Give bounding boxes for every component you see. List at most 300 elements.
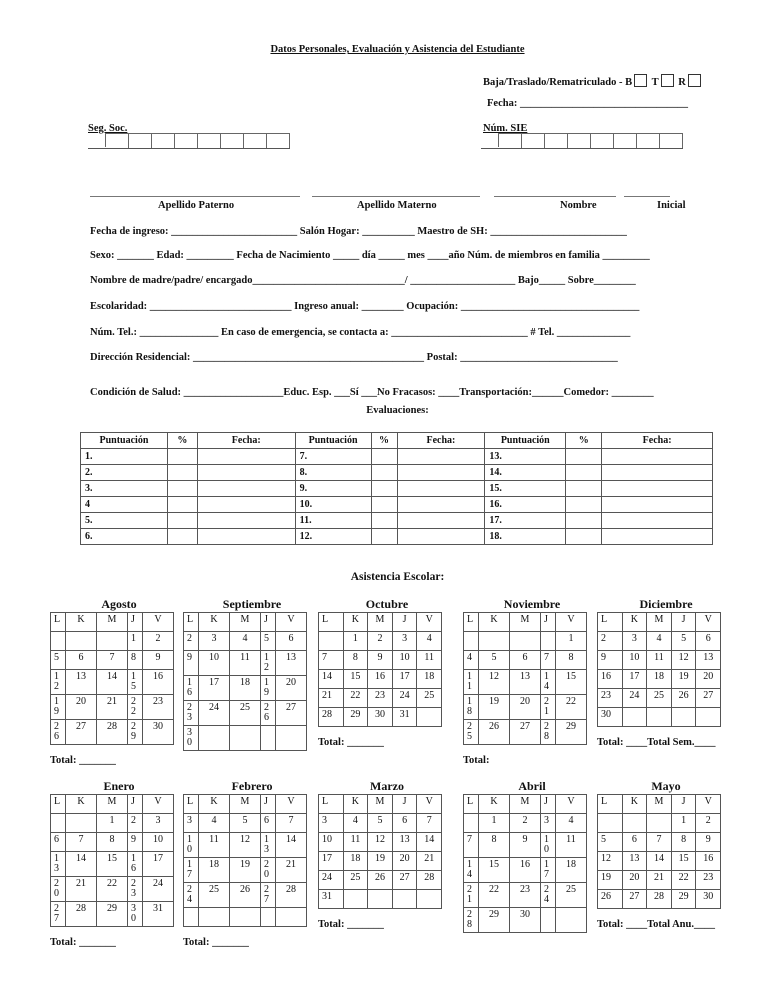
- day-cell[interactable]: 25: [343, 871, 368, 890]
- day-cell[interactable]: 25: [464, 720, 479, 745]
- day-cell[interactable]: [464, 814, 479, 833]
- eval-percent-cell[interactable]: [371, 497, 397, 513]
- day-cell[interactable]: 29: [343, 708, 368, 727]
- eval-percent-cell[interactable]: [566, 529, 602, 545]
- day-cell[interactable]: 24: [392, 689, 417, 708]
- day-cell[interactable]: 5: [368, 814, 393, 833]
- day-cell[interactable]: 14: [319, 670, 344, 689]
- day-cell[interactable]: 21: [541, 695, 556, 720]
- day-cell[interactable]: 30: [184, 726, 199, 751]
- day-cell[interactable]: 20: [622, 871, 647, 890]
- day-cell[interactable]: 16: [368, 670, 393, 689]
- day-cell[interactable]: [97, 632, 128, 651]
- day-cell[interactable]: 25: [230, 701, 261, 726]
- day-cell[interactable]: 14: [276, 833, 307, 858]
- day-cell[interactable]: 8: [343, 651, 368, 670]
- day-cell[interactable]: 29: [128, 720, 143, 745]
- day-cell[interactable]: 29: [671, 890, 696, 909]
- day-cell[interactable]: 19: [479, 695, 510, 720]
- day-cell[interactable]: 26: [261, 701, 276, 726]
- day-cell[interactable]: 10: [184, 833, 199, 858]
- day-cell[interactable]: 22: [556, 695, 587, 720]
- day-cell[interactable]: [66, 632, 97, 651]
- eval-date-cell[interactable]: [602, 449, 713, 465]
- apellido-materno-line[interactable]: [312, 186, 480, 197]
- day-cell[interactable]: 30: [368, 708, 393, 727]
- day-cell[interactable]: 17: [541, 858, 556, 883]
- day-cell[interactable]: 19: [51, 695, 66, 720]
- day-cell[interactable]: 24: [319, 871, 344, 890]
- day-cell[interactable]: 22: [128, 695, 143, 720]
- day-cell[interactable]: 14: [541, 670, 556, 695]
- day-cell[interactable]: 13: [261, 833, 276, 858]
- day-cell[interactable]: 21: [417, 852, 442, 871]
- eval-date-cell[interactable]: [602, 481, 713, 497]
- eval-date-cell[interactable]: [397, 529, 485, 545]
- day-cell[interactable]: 15: [479, 858, 510, 883]
- day-cell[interactable]: 6: [622, 833, 647, 852]
- eval-date-cell[interactable]: [602, 497, 713, 513]
- day-cell[interactable]: 14: [66, 852, 97, 877]
- day-cell[interactable]: 17: [143, 852, 174, 877]
- day-cell[interactable]: 7: [647, 833, 672, 852]
- day-cell[interactable]: 4: [230, 632, 261, 651]
- eval-percent-cell[interactable]: [167, 465, 197, 481]
- day-cell[interactable]: 23: [368, 689, 393, 708]
- eval-date-cell[interactable]: [397, 481, 485, 497]
- day-cell[interactable]: 7: [97, 651, 128, 670]
- day-cell[interactable]: 4: [343, 814, 368, 833]
- day-cell[interactable]: 9: [128, 833, 143, 852]
- day-cell[interactable]: 26: [671, 689, 696, 708]
- day-cell[interactable]: 12: [368, 833, 393, 852]
- day-cell[interactable]: 20: [66, 695, 97, 720]
- day-cell[interactable]: 28: [464, 908, 479, 933]
- day-cell[interactable]: 28: [276, 883, 307, 908]
- day-cell[interactable]: 24: [184, 883, 199, 908]
- day-cell[interactable]: 6: [66, 651, 97, 670]
- day-cell[interactable]: 7: [464, 833, 479, 858]
- day-cell[interactable]: 16: [696, 852, 721, 871]
- day-cell[interactable]: [541, 632, 556, 651]
- day-cell[interactable]: 31: [319, 890, 344, 909]
- day-cell[interactable]: 21: [464, 883, 479, 908]
- day-cell[interactable]: 2: [184, 632, 199, 651]
- day-cell[interactable]: 7: [276, 814, 307, 833]
- day-cell[interactable]: 5: [51, 651, 66, 670]
- day-cell[interactable]: 11: [417, 651, 442, 670]
- day-cell[interactable]: 1: [97, 814, 128, 833]
- day-cell[interactable]: 29: [97, 902, 128, 927]
- day-cell[interactable]: 23: [143, 695, 174, 720]
- day-cell[interactable]: 9: [184, 651, 199, 676]
- day-cell[interactable]: 17: [319, 852, 344, 871]
- day-cell[interactable]: [464, 632, 479, 651]
- day-cell[interactable]: 6: [696, 632, 721, 651]
- eval-percent-cell[interactable]: [566, 465, 602, 481]
- day-cell[interactable]: [276, 726, 307, 751]
- sie-boxes[interactable]: [481, 133, 683, 149]
- month-total[interactable]: Total: _______: [50, 937, 116, 948]
- status-b-checkbox[interactable]: [634, 74, 647, 87]
- form-line-ingreso[interactable]: Fecha de ingreso: ________________________ Salón Hogar: __________ Maestro de SH: __________________________: [90, 226, 627, 237]
- day-cell[interactable]: 9: [143, 651, 174, 670]
- day-cell[interactable]: 29: [556, 720, 587, 745]
- day-cell[interactable]: 26: [230, 883, 261, 908]
- day-cell[interactable]: 8: [671, 833, 696, 852]
- day-cell[interactable]: 10: [622, 651, 647, 670]
- day-cell[interactable]: 14: [464, 858, 479, 883]
- day-cell[interactable]: 20: [261, 858, 276, 883]
- day-cell[interactable]: 5: [230, 814, 261, 833]
- day-cell[interactable]: 30: [696, 890, 721, 909]
- status-t-checkbox[interactable]: [661, 74, 674, 87]
- day-cell[interactable]: [230, 726, 261, 751]
- day-cell[interactable]: [184, 908, 199, 927]
- day-cell[interactable]: [51, 632, 66, 651]
- day-cell[interactable]: 9: [696, 833, 721, 852]
- month-total[interactable]: Total: _______: [318, 737, 384, 748]
- day-cell[interactable]: 2: [510, 814, 541, 833]
- day-cell[interactable]: 18: [343, 852, 368, 871]
- status-r-checkbox[interactable]: [688, 74, 701, 87]
- day-cell[interactable]: 20: [392, 852, 417, 871]
- eval-date-cell[interactable]: [197, 465, 295, 481]
- month-total[interactable]: Total: ____Total Anu.____: [597, 919, 715, 930]
- day-cell[interactable]: 8: [479, 833, 510, 858]
- day-cell[interactable]: [66, 814, 97, 833]
- day-cell[interactable]: 27: [276, 701, 307, 726]
- form-line-salud[interactable]: Condición de Salud: ___________________Educ. Esp. ___Sí ___No Fracasos: ____Transportación:______Comedor: ________: [90, 387, 654, 398]
- day-cell[interactable]: 11: [464, 670, 479, 695]
- day-cell[interactable]: 2: [696, 814, 721, 833]
- day-cell[interactable]: [261, 726, 276, 751]
- day-cell[interactable]: 6: [276, 632, 307, 651]
- day-cell[interactable]: 15: [343, 670, 368, 689]
- day-cell[interactable]: 27: [66, 720, 97, 745]
- form-line-encargado[interactable]: Nombre de madre/padre/ encargado_____________________________/ ____________________ Bajo_____ Sobre________: [90, 275, 636, 286]
- day-cell[interactable]: 3: [319, 814, 344, 833]
- day-cell[interactable]: 18: [556, 858, 587, 883]
- day-cell[interactable]: 10: [199, 651, 230, 676]
- day-cell[interactable]: 22: [671, 871, 696, 890]
- day-cell[interactable]: 28: [541, 720, 556, 745]
- day-cell[interactable]: 3: [199, 632, 230, 651]
- eval-date-cell[interactable]: [197, 529, 295, 545]
- day-cell[interactable]: 5: [261, 632, 276, 651]
- day-cell[interactable]: 20: [51, 877, 66, 902]
- day-cell[interactable]: [696, 708, 721, 727]
- day-cell[interactable]: 31: [143, 902, 174, 927]
- day-cell[interactable]: 16: [510, 858, 541, 883]
- inicial-line[interactable]: [624, 186, 670, 197]
- day-cell[interactable]: 6: [261, 814, 276, 833]
- eval-percent-cell[interactable]: [371, 529, 397, 545]
- day-cell[interactable]: 21: [66, 877, 97, 902]
- day-cell[interactable]: 21: [647, 871, 672, 890]
- month-total[interactable]: Total: _______: [183, 937, 249, 948]
- day-cell[interactable]: 10: [392, 651, 417, 670]
- day-cell[interactable]: 12: [598, 852, 623, 871]
- day-cell[interactable]: 16: [128, 852, 143, 877]
- day-cell[interactable]: 18: [417, 670, 442, 689]
- eval-date-cell[interactable]: [397, 513, 485, 529]
- day-cell[interactable]: 5: [598, 833, 623, 852]
- day-cell[interactable]: 22: [97, 877, 128, 902]
- day-cell[interactable]: 4: [556, 814, 587, 833]
- day-cell[interactable]: 30: [143, 720, 174, 745]
- eval-date-cell[interactable]: [197, 449, 295, 465]
- day-cell[interactable]: 12: [230, 833, 261, 858]
- day-cell[interactable]: 23: [598, 689, 623, 708]
- day-cell[interactable]: 17: [622, 670, 647, 689]
- day-cell[interactable]: 30: [128, 902, 143, 927]
- day-cell[interactable]: 3: [392, 632, 417, 651]
- day-cell[interactable]: 17: [392, 670, 417, 689]
- day-cell[interactable]: [199, 908, 230, 927]
- day-cell[interactable]: 20: [510, 695, 541, 720]
- day-cell[interactable]: 18: [464, 695, 479, 720]
- day-cell[interactable]: [647, 708, 672, 727]
- day-cell[interactable]: 8: [556, 651, 587, 670]
- day-cell[interactable]: 7: [417, 814, 442, 833]
- day-cell[interactable]: 10: [143, 833, 174, 852]
- day-cell[interactable]: 27: [696, 689, 721, 708]
- eval-date-cell[interactable]: [397, 449, 485, 465]
- eval-date-cell[interactable]: [602, 529, 713, 545]
- eval-date-cell[interactable]: [197, 513, 295, 529]
- day-cell[interactable]: 21: [319, 689, 344, 708]
- month-total[interactable]: Total: _______: [318, 919, 384, 930]
- day-cell[interactable]: 6: [51, 833, 66, 852]
- day-cell[interactable]: 4: [464, 651, 479, 670]
- day-cell[interactable]: [671, 708, 696, 727]
- day-cell[interactable]: 18: [199, 858, 230, 883]
- day-cell[interactable]: 15: [556, 670, 587, 695]
- form-line-sexo[interactable]: Sexo: _______ Edad: _________ Fecha de Nacimiento _____ día _____ mes ____año Núm. de miembros en familia _________: [90, 250, 650, 261]
- day-cell[interactable]: [417, 708, 442, 727]
- day-cell[interactable]: 26: [368, 871, 393, 890]
- form-line-direccion[interactable]: Dirección Residencial: ____________________________________________ Postal: ______________________________: [90, 352, 618, 363]
- day-cell[interactable]: 28: [647, 890, 672, 909]
- day-cell[interactable]: 24: [143, 877, 174, 902]
- day-cell[interactable]: 18: [230, 676, 261, 701]
- day-cell[interactable]: 25: [199, 883, 230, 908]
- day-cell[interactable]: 14: [97, 670, 128, 695]
- day-cell[interactable]: [622, 814, 647, 833]
- eval-percent-cell[interactable]: [566, 481, 602, 497]
- day-cell[interactable]: 16: [598, 670, 623, 689]
- day-cell[interactable]: 4: [417, 632, 442, 651]
- day-cell[interactable]: 13: [622, 852, 647, 871]
- day-cell[interactable]: 14: [647, 852, 672, 871]
- eval-percent-cell[interactable]: [566, 497, 602, 513]
- day-cell[interactable]: 2: [368, 632, 393, 651]
- day-cell[interactable]: 2: [128, 814, 143, 833]
- day-cell[interactable]: 25: [556, 883, 587, 908]
- day-cell[interactable]: 23: [184, 701, 199, 726]
- day-cell[interactable]: 11: [647, 651, 672, 670]
- eval-percent-cell[interactable]: [566, 449, 602, 465]
- day-cell[interactable]: 3: [541, 814, 556, 833]
- day-cell[interactable]: 13: [696, 651, 721, 670]
- day-cell[interactable]: 12: [261, 651, 276, 676]
- day-cell[interactable]: 27: [622, 890, 647, 909]
- day-cell[interactable]: 19: [230, 858, 261, 883]
- day-cell[interactable]: 11: [199, 833, 230, 858]
- eval-date-cell[interactable]: [197, 497, 295, 513]
- day-cell[interactable]: 5: [671, 632, 696, 651]
- eval-percent-cell[interactable]: [167, 513, 197, 529]
- day-cell[interactable]: 4: [647, 632, 672, 651]
- eval-percent-cell[interactable]: [371, 513, 397, 529]
- day-cell[interactable]: 26: [598, 890, 623, 909]
- day-cell[interactable]: 24: [541, 883, 556, 908]
- day-cell[interactable]: 30: [510, 908, 541, 933]
- month-total[interactable]: Total: _______: [50, 755, 116, 766]
- day-cell[interactable]: 20: [696, 670, 721, 689]
- day-cell[interactable]: 1: [479, 814, 510, 833]
- day-cell[interactable]: 24: [199, 701, 230, 726]
- eval-percent-cell[interactable]: [371, 449, 397, 465]
- day-cell[interactable]: 20: [276, 676, 307, 701]
- day-cell[interactable]: 19: [598, 871, 623, 890]
- day-cell[interactable]: 12: [479, 670, 510, 695]
- eval-date-cell[interactable]: [397, 465, 485, 481]
- day-cell[interactable]: 8: [128, 651, 143, 670]
- day-cell[interactable]: [199, 726, 230, 751]
- day-cell[interactable]: 17: [199, 676, 230, 701]
- day-cell[interactable]: 3: [143, 814, 174, 833]
- form-line-telefono[interactable]: Núm. Tel.: _______________ En caso de emergencia, se contacta a: __________________________ # Tel. ______________: [90, 327, 631, 338]
- day-cell[interactable]: 26: [479, 720, 510, 745]
- day-cell[interactable]: 1: [128, 632, 143, 651]
- eval-percent-cell[interactable]: [566, 513, 602, 529]
- day-cell[interactable]: [261, 908, 276, 927]
- day-cell[interactable]: [230, 908, 261, 927]
- eval-date-cell[interactable]: [602, 465, 713, 481]
- day-cell[interactable]: 21: [97, 695, 128, 720]
- day-cell[interactable]: 3: [622, 632, 647, 651]
- nombre-line[interactable]: [494, 186, 616, 197]
- day-cell[interactable]: 12: [51, 670, 66, 695]
- day-cell[interactable]: 9: [510, 833, 541, 858]
- month-total[interactable]: Total: ____Total Sem.____: [597, 737, 716, 748]
- day-cell[interactable]: 28: [97, 720, 128, 745]
- day-cell[interactable]: 28: [417, 871, 442, 890]
- eval-percent-cell[interactable]: [167, 449, 197, 465]
- day-cell[interactable]: [541, 908, 556, 933]
- day-cell[interactable]: 4: [199, 814, 230, 833]
- day-cell[interactable]: 9: [368, 651, 393, 670]
- day-cell[interactable]: 25: [417, 689, 442, 708]
- day-cell[interactable]: 11: [230, 651, 261, 676]
- day-cell[interactable]: 26: [51, 720, 66, 745]
- day-cell[interactable]: 2: [598, 632, 623, 651]
- day-cell[interactable]: [510, 632, 541, 651]
- day-cell[interactable]: 30: [598, 708, 623, 727]
- day-cell[interactable]: 13: [510, 670, 541, 695]
- day-cell[interactable]: [51, 814, 66, 833]
- day-cell[interactable]: 21: [276, 858, 307, 883]
- month-total[interactable]: Total:: [463, 755, 490, 766]
- eval-percent-cell[interactable]: [167, 481, 197, 497]
- day-cell[interactable]: 24: [622, 689, 647, 708]
- day-cell[interactable]: 19: [368, 852, 393, 871]
- day-cell[interactable]: 15: [97, 852, 128, 877]
- day-cell[interactable]: 11: [556, 833, 587, 858]
- day-cell[interactable]: 18: [647, 670, 672, 689]
- day-cell[interactable]: [392, 890, 417, 909]
- seg-soc-boxes[interactable]: [88, 133, 290, 149]
- day-cell[interactable]: 6: [392, 814, 417, 833]
- day-cell[interactable]: [417, 890, 442, 909]
- day-cell[interactable]: 14: [417, 833, 442, 852]
- day-cell[interactable]: 27: [261, 883, 276, 908]
- eval-percent-cell[interactable]: [167, 529, 197, 545]
- day-cell[interactable]: 22: [343, 689, 368, 708]
- day-cell[interactable]: 23: [696, 871, 721, 890]
- eval-date-cell[interactable]: [602, 513, 713, 529]
- day-cell[interactable]: 15: [128, 670, 143, 695]
- day-cell[interactable]: [556, 908, 587, 933]
- day-cell[interactable]: 10: [319, 833, 344, 852]
- day-cell[interactable]: 19: [261, 676, 276, 701]
- day-cell[interactable]: 7: [66, 833, 97, 852]
- apellido-paterno-line[interactable]: [90, 186, 300, 197]
- day-cell[interactable]: 7: [541, 651, 556, 670]
- day-cell[interactable]: 1: [343, 632, 368, 651]
- day-cell[interactable]: [622, 708, 647, 727]
- day-cell[interactable]: 13: [392, 833, 417, 852]
- day-cell[interactable]: 27: [510, 720, 541, 745]
- fecha-field[interactable]: Fecha: ________________________________: [487, 98, 688, 109]
- day-cell[interactable]: 31: [392, 708, 417, 727]
- day-cell[interactable]: 27: [51, 902, 66, 927]
- day-cell[interactable]: [479, 632, 510, 651]
- eval-percent-cell[interactable]: [167, 497, 197, 513]
- day-cell[interactable]: [276, 908, 307, 927]
- day-cell[interactable]: 1: [671, 814, 696, 833]
- eval-date-cell[interactable]: [397, 497, 485, 513]
- day-cell[interactable]: [319, 632, 344, 651]
- day-cell[interactable]: 13: [276, 651, 307, 676]
- day-cell[interactable]: 11: [343, 833, 368, 852]
- day-cell[interactable]: 7: [319, 651, 344, 670]
- day-cell[interactable]: 8: [97, 833, 128, 852]
- day-cell[interactable]: 1: [556, 632, 587, 651]
- eval-date-cell[interactable]: [197, 481, 295, 497]
- eval-percent-cell[interactable]: [371, 481, 397, 497]
- day-cell[interactable]: 17: [184, 858, 199, 883]
- day-cell[interactable]: [647, 814, 672, 833]
- day-cell[interactable]: [343, 890, 368, 909]
- day-cell[interactable]: 13: [66, 670, 97, 695]
- day-cell[interactable]: 19: [671, 670, 696, 689]
- day-cell[interactable]: 12: [671, 651, 696, 670]
- eval-percent-cell[interactable]: [371, 465, 397, 481]
- day-cell[interactable]: 13: [51, 852, 66, 877]
- day-cell[interactable]: 15: [671, 852, 696, 871]
- day-cell[interactable]: 9: [598, 651, 623, 670]
- day-cell[interactable]: 23: [510, 883, 541, 908]
- day-cell[interactable]: 6: [510, 651, 541, 670]
- day-cell[interactable]: 16: [184, 676, 199, 701]
- day-cell[interactable]: 22: [479, 883, 510, 908]
- day-cell[interactable]: 5: [479, 651, 510, 670]
- day-cell[interactable]: 28: [319, 708, 344, 727]
- form-line-escolaridad[interactable]: Escolaridad: ___________________________ Ingreso anual: ________ Ocupación: __________________________________: [90, 301, 640, 312]
